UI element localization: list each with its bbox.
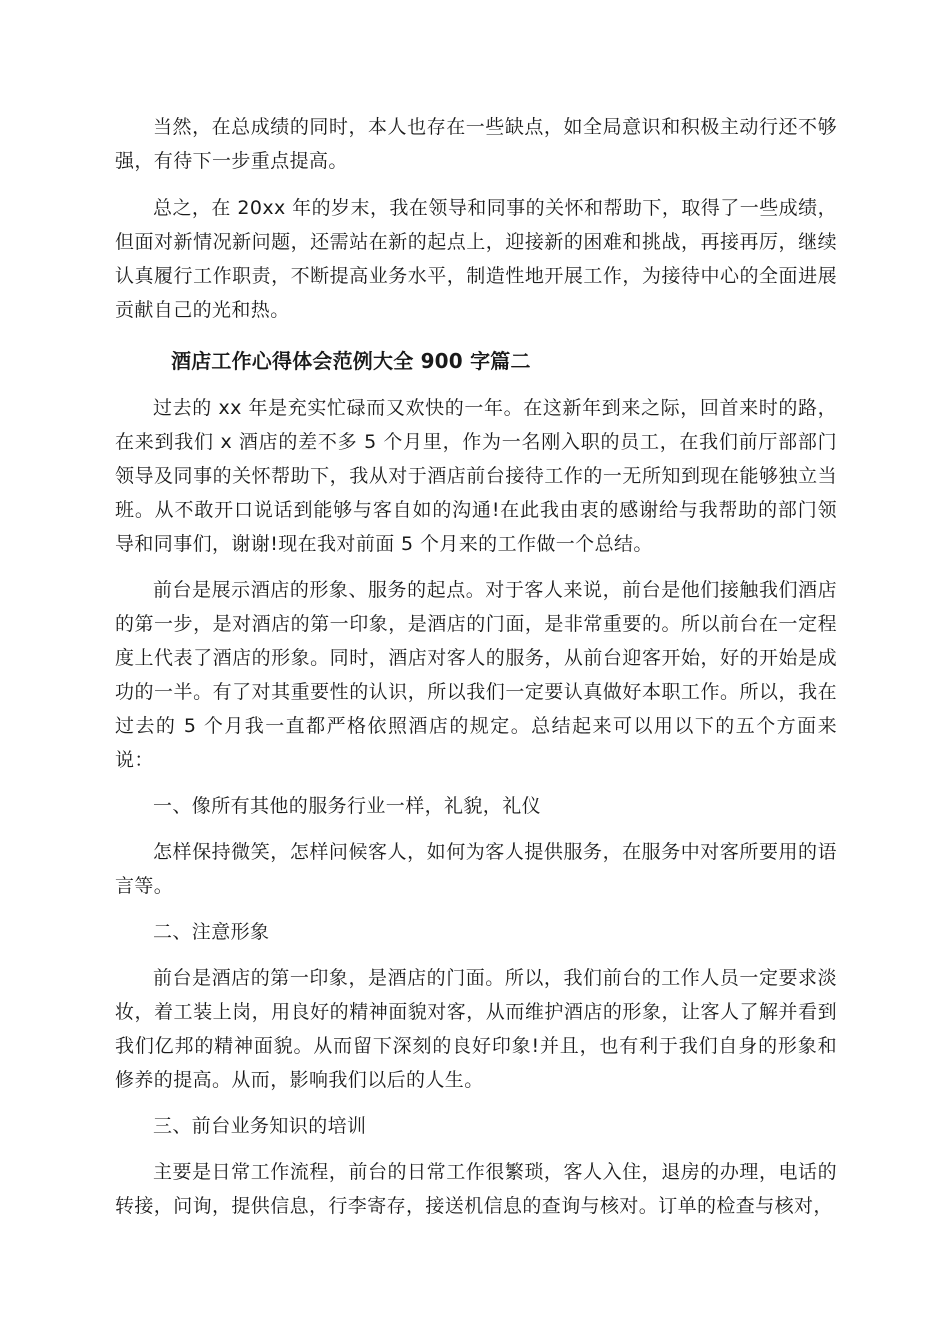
list-item-image-heading: 二、注意形象 [153,921,270,943]
paragraph-shortcomings: 当然，在总成绩的同时，本人也存在一些缺点，如全局意识和积极主动行还不够强，有待下一步重点提高。 [115,116,837,172]
list-item-courtesy-heading: 一、像所有其他的服务行业一样，礼貌，礼仪 [153,795,542,817]
paragraph-summary: 总之，在 20xx 年的岁末，我在领导和同事的关怀和帮助下，取得了一些成绩，但面对新情况新问题，还需站在新的起点上，迎接新的困难和挑战，再接再厉，继续认真履行工作职责，不断提高业务水平，制造性地开展工作，为接待中心的全面进展贡献自己的光和热。 [115,197,837,321]
list-item-training-heading: 三、前台业务知识的培训 [153,1115,367,1137]
paragraph-training: 主要是日常工作流程，前台的日常工作很繁琐，客人入住，退房的办理，电话的转接，问询，提供信息，行李寄存，接送机信息的查询与核对。订单的检查与核对， [115,1161,837,1217]
document-page [115,110,837,1223]
paragraph-intro: 过去的 xx 年是充实忙碌而又欢快的一年。在这新年到来之际，回首来时的路，在来到我们 x 酒店的差不多 5 个月里，作为一名刚入职的员工，在我们前厅部部门领导及同事的关怀帮助下，我从对于酒店前台接待工作的一无所知到现在能够独立当班。从不敢开口说话到能够与客自如的沟通!在此我由衷的感谢给与我帮助的部门领导和同事们，谢谢!现在我对前面 5 个月来的工作做一个总结。 [115,397,837,555]
section-heading: 酒店工作心得体会范例大全 900 字篇二 [171,349,531,373]
paragraph-image: 前台是酒店的第一印象，是酒店的门面。所以，我们前台的工作人员一定要求淡妆，着工装上岗，用良好的精神面貌对客，从而维护酒店的形象，让客人了解并看到我们亿邦的精神面貌。从而留下深刻的良好印象!并且，也有利于我们自身的形象和修养的提高。从而，影响我们以后的人生。 [115,967,837,1091]
paragraph-front-desk: 前台是展示酒店的形象、服务的起点。对于客人来说，前台是他们接触我们酒店的第一步，是对酒店的第一印象，是酒店的门面，是非常重要的。所以前台在一定程度上代表了酒店的形象。同时，酒店对客人的服务，从前台迎客开始，好的开始是成功的一半。有了对其重要性的认识，所以我们一定要认真做好本职工作。所以，我在过去的 5 个月我一直都严格依照酒店的规定。总结起来可以用以下的五个方面来说： [115,579,837,771]
paragraph-courtesy: 怎样保持微笑，怎样问候客人，如何为客人提供服务，在服务中对客所要用的语言等。 [115,841,837,897]
